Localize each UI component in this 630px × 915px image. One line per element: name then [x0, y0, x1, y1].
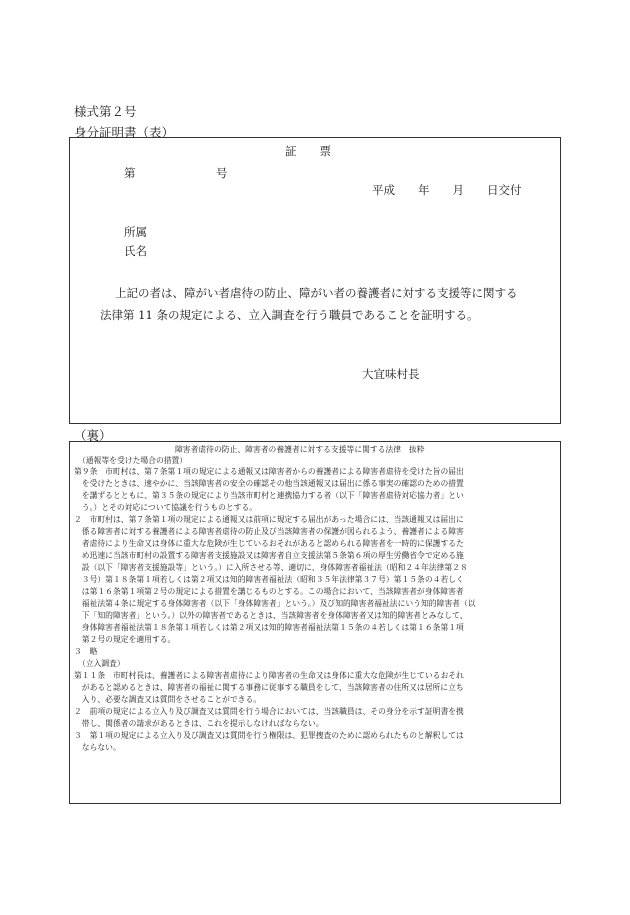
law-line: （通報等を受けた場合の措置） — [78, 456, 188, 465]
name-label: 氏名 — [124, 244, 147, 258]
law-line: ２ 前項の規定による立入り及び調査又は質問を行う場合においては、当該職員は、その身分を示す証明書を携 — [74, 707, 464, 716]
law-line: ２ 市町村は、第７条第１項の規定による通報又は前項に規定する届出があった場合には、当該通報又は届出に — [74, 515, 464, 524]
affiliation-label: 所属 — [124, 225, 147, 239]
form-number: 様式第２号 — [74, 104, 137, 119]
law-line: 帯し、関係者の請求があるときは、これを提示しなければならない。 — [74, 719, 324, 728]
law-line: ３号）第１８条第１項若しくは第２項又は知的障害者福祉法（昭和３５年法律第３７号）第１５条の４若しく — [74, 575, 464, 584]
law-line: 下「知的障害者」という。）以外の障害者であるときは、当該障害者を身体障害者又は知的障害者とみなして、 — [74, 611, 468, 620]
law-line: ３ 略 — [74, 647, 98, 656]
law-excerpt-title: 障害者虐待の防止、障害者の養護者に対する支援等に関する法律 抜粋 — [175, 445, 425, 454]
law-line: ならない。 — [74, 743, 121, 752]
law-line: 係る障害者に対する養護者による障害者虐待の防止及び当該障害者の保護が図られるよう、養護者による障害 — [74, 527, 464, 536]
law-line: ３ 第１項の規定による立入り及び調査又は質問を行う権限は、犯罪捜査のために認められたものと解釈しては — [74, 731, 464, 740]
certification-line: 上記の者は、障がい者虐待の防止、障がい者の養護者に対する支援等に関する — [115, 286, 518, 300]
card-title: 証 票 — [285, 144, 331, 158]
law-line: 入り、必要な調査又は質問をさせることができる。 — [74, 695, 262, 704]
law-line: は第１６条第１項第２号の規定による措置を講じるものとする。この場合において、当該障害者が身体障害者 — [74, 587, 464, 596]
back-label: （裏） — [74, 428, 112, 443]
law-line: があると認めるときは、障害者の福祉に関する事務に従事する職員をして、当該障害者の住所又は居所に立ち — [74, 683, 464, 692]
law-line: め迅速に当該市町村の設置する障害者支援施設又は障害者自立支援法第５条第６項の厚生労働省令で定める施 — [74, 551, 464, 560]
law-line: 設（以下「障害者支援施設等」という。）に入所させる等、適切に、身体障害者福祉法（昭和２４年法律第２８ — [74, 563, 468, 572]
doc-title: 身分証明書（表） — [74, 125, 175, 140]
law-line: 第１１条 市町村長は、養護者による障害者虐待により障害者の生命又は身体に重大な危険が生じているおそれ — [74, 671, 464, 680]
issuer-name: 大宜味村長 — [362, 367, 420, 381]
issue-date-label: 平成 年 月 日交付 — [372, 183, 522, 197]
id-card-back — [69, 441, 561, 804]
law-line: を講ずるとともに、第３５条の規定により当該市町村と連携協力する者（以下「障害者虐待対応協力者」とい — [74, 491, 464, 500]
law-line: う。）とその対応について協議を行うものとする。 — [74, 503, 258, 512]
law-line: 第９条 市町村は、第７条第１項の規定による通報又は障害者からの養護者による障害者虐待を受けた旨の届出 — [74, 467, 464, 476]
certification-line: 法律第 11 条の規定による、立入調査を行う職員であることを証明する。 — [100, 308, 479, 322]
law-line: （立入調査） — [78, 659, 125, 668]
id-card-front — [69, 137, 561, 424]
law-line: を受けたときは、速やかに、当該障害者の安全の確認その他当該通報又は届出に係る事実の確認のための措置 — [74, 479, 464, 488]
law-line: 福祉法第４条に規定する身体障害者（以下「身体障害者」という。）及び知的障害者福祉法にいう知的障害者（以 — [74, 599, 476, 608]
law-line: 身体障害者福祉法第１８条第１項若しくは第２項又は知的障害者福祉法第１５条の４若しくは第１６条第１項 — [74, 623, 464, 632]
number-label: 第 号 — [124, 166, 228, 180]
law-line: 第２号の規定を適用する。 — [74, 635, 176, 644]
law-line: 者虐待により生命又は身体に重大な危険が生じているおそれがあると認められる障害者を一時的に保護するた — [74, 539, 464, 548]
